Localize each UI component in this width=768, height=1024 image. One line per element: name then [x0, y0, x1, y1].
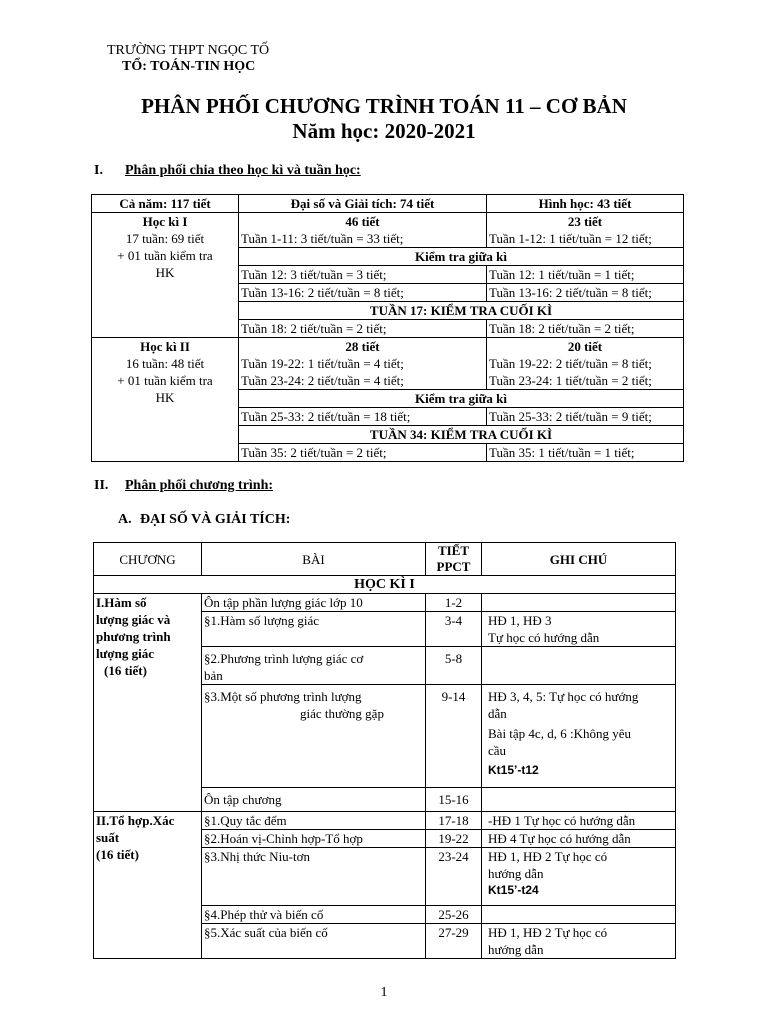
semester-table	[91, 194, 684, 462]
semester-1-cell	[92, 213, 239, 338]
algebra-total: 46 tiết	[345, 214, 380, 229]
lesson-cell: Ôn tập chương	[202, 788, 426, 812]
chapter-title-line: I.Hàm số	[96, 595, 147, 610]
schedule-text: Tuần 13-16: 2 tiết/tuần = 8 tiết;	[239, 284, 487, 302]
semester-heading: HỌC KÌ I	[94, 576, 676, 594]
semester-desc: 16 tuần: 48 tiết	[125, 356, 205, 371]
note-cell	[482, 685, 676, 788]
note-cell: HĐ 4 Tự học có hướng dẫn	[482, 830, 676, 848]
lesson-line: giác thường gặp	[300, 706, 384, 721]
note-line: Bài tập 4c, d, 6 :Không yêu	[488, 726, 631, 741]
lesson-cell: §1.Quy tắc đếm	[202, 812, 426, 830]
chapter-2-cell	[94, 812, 202, 959]
header-total: Cả năm: 117 tiết	[92, 195, 239, 213]
schedule-text: Tuần 13-16: 2 tiết/tuần = 8 tiết;	[487, 284, 684, 302]
geometry-cell	[487, 213, 684, 248]
table-row	[94, 812, 676, 830]
geometry-cell	[487, 338, 684, 390]
note-cell	[482, 647, 676, 685]
final-exam-label: TUẦN 34: KIỂM TRA CUỐI KÌ	[239, 426, 684, 444]
section-number: I.	[94, 163, 103, 178]
semester-desc: + 01 tuần kiểm tra	[117, 373, 213, 388]
page-title: PHÂN PHỐI CHƯƠNG TRÌNH TOÁN 11 – CƠ BẢN	[141, 94, 627, 118]
period-cell: 25-26	[426, 906, 482, 924]
header-geometry: Hình học: 43 tiết	[487, 195, 684, 213]
period-cell: 3-4	[426, 612, 482, 647]
geometry-total: 20 tiết	[567, 339, 603, 354]
school-name: TRƯỜNG THPT NGỌC TỐ	[107, 43, 270, 58]
note-line: cầu	[488, 743, 507, 758]
algebra-total: 28 tiết	[345, 339, 380, 354]
geometry-total: 23 tiết	[567, 214, 603, 229]
header-period-line: PPCT	[436, 559, 471, 574]
period-cell: 27-29	[426, 924, 482, 959]
schedule-text: Tuần 18: 2 tiết/tuần = 2 tiết;	[487, 320, 684, 338]
section-number: II.	[94, 478, 109, 493]
period-cell: 15-16	[426, 788, 482, 812]
note-cell	[482, 788, 676, 812]
note-cell	[482, 848, 676, 906]
header-period-line: TIẾT	[437, 543, 470, 558]
schedule-text: Tuần 35: 1 tiết/tuần = 1 tiết;	[487, 444, 684, 462]
school-year: Năm học: 2020-2021	[292, 119, 476, 143]
lesson-cell: §3.Nhị thức Niu-tơn	[202, 848, 426, 906]
header-algebra: Đại số và Giải tích: 74 tiết	[239, 195, 487, 213]
section-a-heading	[118, 512, 290, 528]
period-cell: 23-24	[426, 848, 482, 906]
note-cell	[482, 906, 676, 924]
schedule-text: Tuần 19-22: 1 tiết/tuần = 4 tiết;	[241, 356, 404, 371]
chapter-title-line: lượng giác và	[96, 612, 171, 627]
note-cell	[482, 594, 676, 612]
chapter-1-cell	[94, 594, 202, 812]
lesson-cell: §4.Phép thử và biến cố	[202, 906, 426, 924]
table-row	[94, 594, 676, 612]
note-line: HĐ 1, HĐ 2 Tự học có	[488, 925, 608, 940]
midterm-label: Kiểm tra giữa kì	[239, 390, 684, 408]
table-header-row	[94, 543, 676, 576]
schedule-text: Tuần 25-33: 2 tiết/tuần = 18 tiết;	[239, 408, 487, 426]
note-line: HĐ 3, 4, 5: Tự học có hướng	[488, 689, 639, 704]
table-row	[92, 213, 684, 248]
final-exam-label: TUẦN 17: KIỂM TRA CUỐI KÌ	[239, 302, 684, 320]
table-header-row	[92, 195, 684, 213]
lesson-cell	[202, 685, 426, 788]
table-row	[92, 338, 684, 390]
semester-desc: HK	[155, 390, 175, 405]
section-2-heading	[94, 478, 273, 494]
header-period	[426, 543, 482, 576]
semester-label: Học kì I	[142, 214, 188, 229]
schedule-text: Tuần 1-12: 1 tiết/tuần = 12 tiết;	[489, 231, 652, 246]
period-cell: 9-14	[426, 685, 482, 788]
page-number: 1	[380, 985, 388, 1000]
chapter-periods: (16 tiết)	[96, 847, 139, 862]
midterm-label: Kiểm tra giữa kì	[239, 248, 684, 266]
section-title: Phân phối chương trình:	[125, 478, 274, 493]
section-title: ĐẠI SỐ VÀ GIẢI TÍCH:	[140, 512, 291, 527]
lesson-line: §2.Phương trình lượng giác cơ	[204, 651, 364, 666]
note-line: Tự học có hướng dẫn	[488, 630, 600, 645]
chapter-title-line: II.Tổ hợp.Xác	[96, 813, 175, 828]
chapter-periods: (16 tiết)	[104, 663, 147, 678]
period-cell: 5-8	[426, 647, 482, 685]
header-note: GHI CHÚ	[482, 543, 676, 576]
algebra-cell	[239, 213, 487, 248]
schedule-text: Tuần 23-24: 1 tiết/tuần = 2 tiết;	[489, 373, 652, 388]
algebra-cell	[239, 338, 487, 390]
department-name: TỔ: TOÁN-TIN HỌC	[122, 59, 256, 74]
lesson-cell: §5.Xác suất của biến cố	[202, 924, 426, 959]
header-chapter: CHƯƠNG	[94, 543, 202, 576]
semester-desc: HK	[155, 265, 175, 280]
note-line: dẫn	[488, 706, 507, 721]
quiz-marker: Kt15’-t24	[488, 883, 539, 897]
semester-2-cell	[92, 338, 239, 462]
program-table	[93, 542, 676, 959]
lesson-cell	[202, 647, 426, 685]
note-cell	[482, 924, 676, 959]
period-cell: 1-2	[426, 594, 482, 612]
schedule-text: Tuần 1-11: 3 tiết/tuần = 33 tiết;	[241, 231, 404, 246]
schedule-text: Tuần 18: 2 tiết/tuần = 2 tiết;	[239, 320, 487, 338]
period-cell: 17-18	[426, 812, 482, 830]
chapter-title-line: phương trình	[96, 629, 171, 644]
quiz-marker: Kt15’-t12	[488, 763, 539, 777]
semester-desc: 17 tuần: 69 tiết	[125, 231, 205, 246]
note-cell: -HĐ 1 Tự học có hướng dẫn	[482, 812, 676, 830]
lesson-cell: Ôn tập phần lượng giác lớp 10	[202, 594, 426, 612]
table-row	[94, 576, 676, 594]
schedule-text: Tuần 25-33: 2 tiết/tuần = 9 tiết;	[487, 408, 684, 426]
section-1-heading	[94, 163, 361, 179]
note-line: hướng dẫn	[488, 942, 544, 957]
section-number: A.	[118, 512, 132, 527]
lesson-line: bản	[204, 668, 223, 683]
chapter-title-line: lượng giác	[96, 646, 154, 661]
note-line: hướng dẫn	[488, 866, 544, 881]
schedule-text: Tuần 19-22: 2 tiết/tuần = 8 tiết;	[489, 356, 652, 371]
schedule-text: Tuần 35: 2 tiết/tuần = 2 tiết;	[239, 444, 487, 462]
chapter-title-line: suất	[96, 830, 120, 845]
note-cell	[482, 612, 676, 647]
schedule-text: Tuần 12: 1 tiết/tuần = 1 tiết;	[487, 266, 684, 284]
semester-label: Học kì II	[140, 339, 190, 354]
lesson-line: §3.Một số phương trình lượng	[204, 689, 362, 704]
lesson-cell: §2.Hoán vị-Chỉnh hợp-Tổ hợp	[202, 830, 426, 848]
section-title: Phân phối chia theo học kì và tuần học:	[125, 163, 361, 178]
period-cell: 19-22	[426, 830, 482, 848]
note-line: HĐ 1, HĐ 2 Tự học có	[488, 849, 608, 864]
lesson-cell: §1.Hàm số lượng giác	[202, 612, 426, 647]
note-line: HĐ 1, HĐ 3	[488, 613, 552, 628]
header-lesson: BÀI	[202, 543, 426, 576]
schedule-text: Tuần 12: 3 tiết/tuần = 3 tiết;	[239, 266, 487, 284]
schedule-text: Tuần 23-24: 2 tiết/tuần = 4 tiết;	[241, 373, 404, 388]
semester-desc: + 01 tuần kiểm tra	[117, 248, 213, 263]
